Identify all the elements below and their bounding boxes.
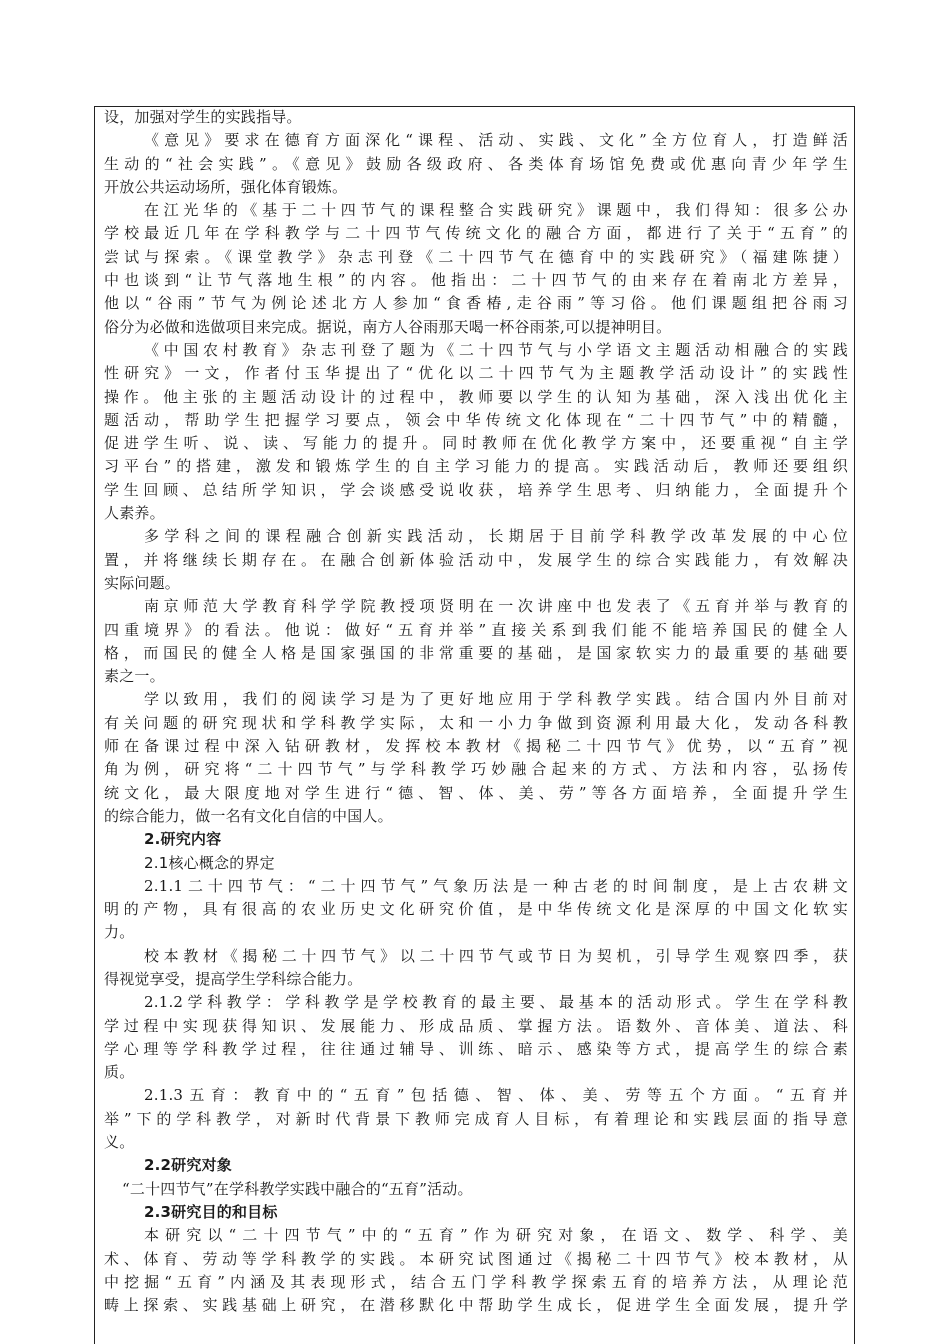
text-line: 学校最近几年在学科教学与二十四节气传统文化的融合方面，都进行了关于“五育”的 bbox=[104, 224, 848, 243]
text-line: 举”下的学科教学，对新时代背景下教师完成育人目标，有着理论和实践层面的指导意 bbox=[104, 1109, 848, 1128]
text-line: 俗分为必做和选做项目来完成。据说，南方人谷雨那天喝一杯谷雨茶,可以提神明目。 bbox=[104, 317, 672, 336]
text-line: 四重境界》的看法。他说：做好“五育并举”直接关系到我们能不能培养国民的健全人 bbox=[104, 620, 848, 639]
text-line: 促进学生听、说、读、写能力的提升。同时教师在优化教学方案中，还要重视“自主学 bbox=[104, 434, 848, 453]
text-line: 明的产物，具有很高的农业历史文化研究价值，是中华传统文化是深厚的中国文化软实 bbox=[104, 900, 848, 919]
text-line: 义。 bbox=[104, 1133, 135, 1152]
text-line: 尝试与探索。《课堂教学》杂志刊登《二十四节气在德育中的实践研究》（福建陈捷） bbox=[104, 247, 848, 266]
text-line: 2.1.1二十四节气：“二十四节气”气象历法是一种古老的时间制度，是上古农耕文 bbox=[144, 876, 848, 895]
text-line: 习平台”的搭建，激发和锻炼学生的自主学习能力的提高。实践活动后，教师还要组织 bbox=[104, 457, 848, 476]
text-line: 实际问题。 bbox=[104, 573, 181, 592]
text-line: 的综合能力，做一名有文化自信的中国人。 bbox=[104, 806, 393, 825]
text-line: 开放公共运动场所，强化体育锻炼。 bbox=[104, 177, 348, 196]
text-line: 他以“谷雨”节气为例论述北方人参加“食香椿,走谷雨”等习俗。他们课题组把谷雨习 bbox=[104, 294, 848, 313]
text-line: 术、体育、劳动等学科教学的实践。本研究试图通过《揭秘二十四节气》校本教材，从 bbox=[104, 1249, 848, 1268]
text-line: 学心理等学科教学过程，往往通过辅导、训练、暗示、感染等方式，提高学生的综合素 bbox=[104, 1039, 848, 1058]
text-line: 2.1核心概念的界定 bbox=[144, 853, 275, 872]
text-line: 操作。他主张的主题活动设计的过程中，教师要以学生的认知为基础，深入浅出优化主 bbox=[104, 387, 848, 406]
text-line: 设，加强对学生的实践指导。 bbox=[104, 108, 302, 126]
text-line: 生动的“社会实践”。《意见》鼓励各级政府、各类体育场馆免费或优惠向青少年学生 bbox=[104, 154, 848, 173]
text-line: 统文化，最大限度地对学生进行“德、智、体、美、劳”等各方面培养，全面提升学生 bbox=[104, 783, 848, 802]
text-line: 有关问题的研究现状和学科教学实际，太和一小力争做到资源利用最大化，发动各科教 bbox=[104, 713, 848, 732]
text-line: 本研究以“二十四节气”中的“五育”作为研究对象，在语文、数学、科学、美 bbox=[144, 1226, 848, 1245]
text-line: 《中国农村教育》杂志刊登了题为《二十四节气与小学语文主题活动相融合的实践 bbox=[144, 340, 848, 359]
text-line: 校本教材《揭秘二十四节气》以二十四节气或节日为契机，引导学生观察四季，获 bbox=[144, 946, 848, 965]
text-line: 《意见》要求在德育方面深化“课程、活动、实践、文化”全方位育人，打造鲜活 bbox=[144, 131, 848, 150]
text-line: 师在备课过程中深入钻研教材，发挥校本教材《揭秘二十四节气》优势，以“五育”视 bbox=[104, 737, 848, 756]
text-line: “二十四节气”在学科教学实践中融合的“五育”活动。 bbox=[122, 1179, 473, 1198]
text-line: 性研究》一文，作者付玉华提出了“优化以二十四节气为主题教学活动设计”的实践性 bbox=[104, 364, 848, 383]
text-line: 学生回顾、总结所学知识，学会谈感受说收获，培养学生思考、归纳能力，全面提升个 bbox=[104, 480, 848, 499]
text-line: 在江光华的《基于二十四节气的课程整合实践研究》课题中，我们得知：很多公办 bbox=[144, 201, 848, 220]
text-line: 角为例，研究将“二十四节气”与学科教学巧妙融合起来的方式、方法和内容，弘扬传 bbox=[104, 760, 848, 779]
text-line: 置，并将继续长期存在。在融合创新体验活动中，发展学生的综合实践能力，有效解决 bbox=[104, 550, 848, 569]
text-line: 题活动，帮助学生把握学习要点，领会中华传统文化体现在“二十四节气”中的精髓， bbox=[104, 410, 848, 429]
text-line: 多学科之间的课程融合创新实践活动，长期居于目前学科教学改革发展的中心位 bbox=[144, 527, 848, 546]
text-line: 畴上探索、实践基础上研究，在潜移默化中帮助学生成长，促进学生全面发展，提升学 bbox=[104, 1296, 848, 1315]
text-line: 学以致用，我们的阅读学习是为了更好地应用于学科教学实践。结合国内外目前对 bbox=[144, 690, 848, 709]
text-line: 得视觉享受，提高学生学科综合能力。 bbox=[104, 969, 363, 988]
text-line: 素之一。 bbox=[104, 667, 165, 686]
text-line: 中挖掘“五育”内涵及其表现形式，结合五门学科教学探索五育的培养方法，从理论范 bbox=[104, 1272, 848, 1291]
text-line: 力。 bbox=[104, 923, 135, 942]
section-heading: 2.2研究对象 bbox=[144, 1156, 232, 1175]
section-heading: 2.研究内容 bbox=[144, 830, 222, 849]
text-line: 2.1.2学科教学：学科教学是学校教育的最主要、最基本的活动形式。学生在学科教 bbox=[144, 993, 848, 1012]
section-heading: 2.3研究目的和目标 bbox=[144, 1202, 278, 1221]
text-line: 格，而国民的健全人格是国家强国的非常重要的基础，是国家软实力的最重要的基础要 bbox=[104, 643, 848, 662]
text-line: 南京师范大学教育科学学院教授项贤明在一次讲座中也发表了《五育并举与教育的 bbox=[144, 597, 848, 616]
document-body bbox=[104, 106, 848, 1317]
text-line: 质。 bbox=[104, 1063, 135, 1082]
text-line: 中也谈到“让节气落地生根”的内容。他指出：二十四节气的由来存在着南北方差异， bbox=[104, 271, 848, 290]
text-line: 人素养。 bbox=[104, 504, 165, 523]
text-line: 学过程中实现获得知识、发展能力、形成品质、掌握方法。语数外、音体美、道法、科 bbox=[104, 1016, 848, 1035]
text-line: 2.1.3五育：教育中的“五育”包括德、智、体、美、劳等五个方面。“五育并 bbox=[144, 1086, 848, 1105]
